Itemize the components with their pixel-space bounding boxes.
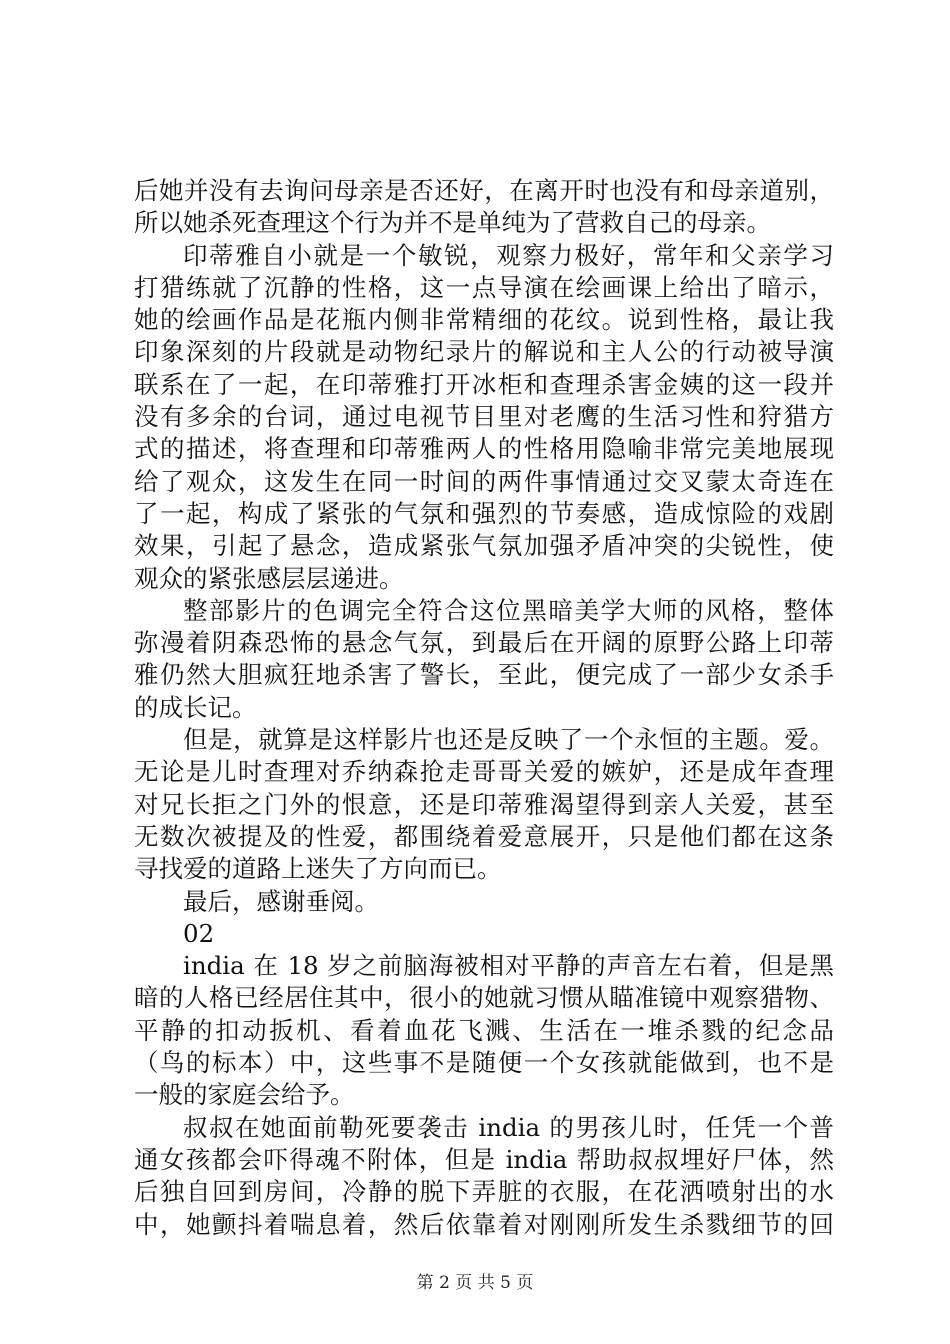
text-line: 印蒂雅自小就是一个敏锐，观察力极好，常年和父亲学习 (183, 240, 834, 270)
text-line: 中，她颤抖着喘息着，然后依靠着对刚刚所发生杀戮细节的回 (134, 1209, 834, 1239)
text-line: india 在 18 岁之前脑海被相对平静的声音左右着，但是黑 (183, 951, 834, 981)
text-line: 最后，感谢垂阅。 (183, 886, 379, 916)
text-line: 一般的家庭会给予。 (134, 1080, 355, 1110)
document-body (134, 175, 834, 1241)
text-line: 对兄长拒之门外的恨意，还是印蒂雅渴望得到亲人关爱，甚至 (134, 789, 834, 819)
text-line: 无论是儿时查理对乔纳森抢走哥哥关爱的嫉妒，还是成年查理 (134, 757, 834, 787)
text-line: 叔叔在她面前勒死要袭击 india 的男孩儿时，任凭一个普 (183, 1112, 834, 1142)
text-line: 观众的紧张感层层递进。 (134, 563, 404, 593)
text-line: 所以她杀死查理这个行为并不是单纯为了营救自己的母亲。 (134, 208, 771, 238)
text-line: 雅仍然大胆疯狂地杀害了警长，至此，便完成了一部少女杀手 (134, 660, 834, 690)
text-line: 她的绘画作品是花瓶内侧非常精细的花纹。说到性格，最让我 (134, 305, 834, 335)
text-line: 无数次被提及的性爱，都围绕着爱意展开，只是他们都在这条 (134, 821, 834, 851)
text-line: 式的描述，将查理和印蒂雅两人的性格用隐喻非常完美地展现 (134, 434, 834, 464)
text-line: 寻找爱的道路上迷失了方向而已。 (134, 854, 502, 884)
text-line: 弥漫着阴森恐怖的悬念气氛，到最后在开阔的原野公路上印蒂 (134, 628, 834, 658)
text-line: 的成长记。 (134, 692, 257, 722)
section-number: 02 (183, 918, 215, 948)
text-line: 整部影片的色调完全符合这位黑暗美学大师的风格，整体 (183, 595, 834, 625)
text-line: 效果，引起了悬念，造成紧张气氛加强矛盾冲突的尖锐性，使 (134, 531, 834, 561)
text-line: 给了观众，这发生在同一时间的两件事情通过交叉蒙太奇连在 (134, 466, 834, 496)
text-line: 了一起，构成了紧张的气氛和强烈的节奏感，造成惊险的戏剧 (134, 498, 834, 528)
text-line: 但是，就算是这样影片也还是反映了一个永恒的主题。爱。 (183, 725, 834, 755)
page-number-label: 第 2 页 共 5 页 (416, 1273, 534, 1293)
text-line: 后独自回到房间，冷静的脱下弄脏的衣服，在花洒喷射出的水 (134, 1177, 834, 1207)
text-line: 打猎练就了沉静的性格，这一点导演在绘画课上给出了暗示， (134, 272, 834, 302)
text-line: 印象深刻的片段就是动物纪录片的解说和主人公的行动被导演 (134, 337, 834, 367)
text-line: 平静的扣动扳机、看着血花飞溅、生活在一堆杀戮的纪念品 (134, 1015, 834, 1045)
text-line: 联系在了一起，在印蒂雅打开冰柜和查理杀害金姨的这一段并 (134, 369, 834, 399)
text-line: （鸟的标本）中，这些事不是随便一个女孩就能做到，也不是 (134, 1048, 834, 1078)
text-line: 后她并没有去询问母亲是否还好，在离开时也没有和母亲道别， (134, 176, 834, 205)
text-line: 暗的人格已经居住其中，很小的她就习惯从瞄准镜中观察猎物、 (134, 983, 834, 1013)
text-line: 通女孩都会吓得魂不附体，但是 india 帮助叔叔埋好尸体，然 (134, 1144, 834, 1174)
text-line: 没有多余的台词，通过电视节目里对老鹰的生活习性和狩猎方 (134, 402, 834, 432)
page-footer (0, 1268, 950, 1293)
